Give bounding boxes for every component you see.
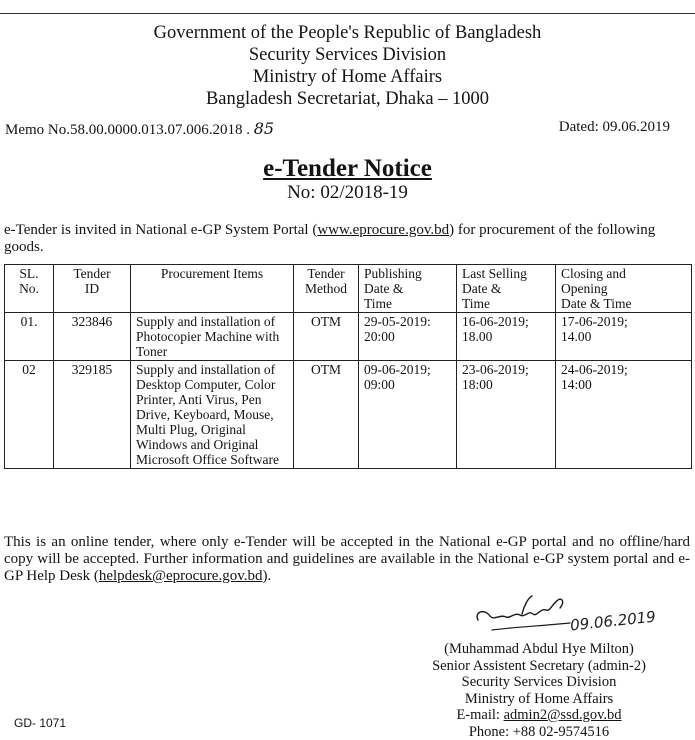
email-label: E-mail: <box>456 707 503 723</box>
signatory-phone: Phone: +88 02-9574516 <box>383 724 695 740</box>
outro-text-before: This is an online tender, where only e-Tender will be accepted in the National e-GP portal and no offline/hard copy will be accepted. Further information and guidelines are available in the National e-GP system portal and e-GP Help Desk ( <box>4 534 690 584</box>
row-tender-id: 329185 <box>54 361 131 469</box>
signature-block <box>383 641 695 740</box>
signatory-ministry: Ministry of Home Affairs <box>383 691 695 708</box>
header-tender-id: Tender ID <box>54 265 131 313</box>
letterhead-government: Government of the People's Republic of Bangladesh <box>0 22 695 44</box>
header-tender-method: Tender Method <box>294 265 359 313</box>
row-tender-method: OTM <box>294 313 359 361</box>
memo-number <box>5 119 274 139</box>
table-header-row <box>5 265 692 313</box>
letterhead-ministry: Ministry of Home Affairs <box>0 66 695 88</box>
eprocure-portal-link[interactable]: www.eprocure.gov.bd <box>317 222 449 238</box>
outro-paragraph <box>4 534 690 585</box>
letterhead-division: Security Services Division <box>0 44 695 66</box>
header-procurement-items: Procurement Items <box>131 265 294 313</box>
signature-handwritten-date: 09.06.2019 <box>569 608 656 635</box>
row-tender-id: 323846 <box>54 313 131 361</box>
table-row <box>5 313 692 361</box>
top-border-line <box>0 13 695 14</box>
intro-text-before: e-Tender is invited in National e-GP System Portal ( <box>4 222 317 238</box>
table-row <box>5 361 692 469</box>
row-procurement-items: Supply and installation of Desktop Computer, Color Printer, Anti Virus, Pen Drive, Keyboard, Mouse, Multi Plug, Original Windows and Original Microsoft Office Software <box>131 361 294 469</box>
row-last-selling-date: 16-06-2019; 18.00 <box>457 313 556 361</box>
signatory-email-link[interactable]: admin2@ssd.gov.bd <box>504 707 622 723</box>
memo-handwritten-number: 85 <box>254 119 274 138</box>
footer-gd-code: GD- 1071 <box>14 716 66 730</box>
header-closing-opening-date: Closing and Opening Date & Time <box>556 265 692 313</box>
memo-number-text: Memo No.58.00.0000.013.07.006.2018 . <box>5 122 250 138</box>
row-publishing-date: 09-06-2019; 09:00 <box>359 361 457 469</box>
row-closing-date: 24-06-2019; 14:00 <box>556 361 692 469</box>
row-publishing-date: 29-05-2019: 20:00 <box>359 313 457 361</box>
intro-paragraph <box>4 222 676 256</box>
intro-text-after: ) for procurement of the following goods. <box>4 222 655 255</box>
row-procurement-items: Supply and installation of Photocopier Machine with Toner <box>131 313 294 361</box>
row-last-selling-date: 23-06-2019; 18:00 <box>457 361 556 469</box>
row-tender-method: OTM <box>294 361 359 469</box>
header-publishing-date: Publishing Date & Time <box>359 265 457 313</box>
signatory-designation: Senior Assistent Secretary (admin-2) <box>383 658 695 675</box>
tender-table <box>4 264 692 469</box>
notice-title-text: e-Tender Notice <box>263 155 432 182</box>
header-sl-no: SL. No. <box>5 265 54 313</box>
header-last-selling-date: Last Selling Date & Time <box>457 265 556 313</box>
signature-scribble <box>470 590 580 640</box>
signatory-name: (Muhammad Abdul Hye Milton) <box>383 641 695 658</box>
letterhead-address: Bangladesh Secretariat, Dhaka – 1000 <box>0 88 695 110</box>
notice-title <box>0 155 695 183</box>
letterhead <box>0 22 695 110</box>
memo-date: Dated: 09.06.2019 <box>559 119 670 136</box>
signatory-division: Security Services Division <box>383 674 695 691</box>
row-sl-no: 01. <box>5 313 54 361</box>
row-sl-no: 02 <box>5 361 54 469</box>
signatory-email-line <box>383 707 695 724</box>
helpdesk-email-link[interactable]: helpdesk@eprocure.gov.bd <box>99 568 263 584</box>
outro-text-after: ). <box>262 568 271 584</box>
row-closing-date: 17-06-2019; 14.00 <box>556 313 692 361</box>
notice-number: No: 02/2018-19 <box>0 182 695 204</box>
